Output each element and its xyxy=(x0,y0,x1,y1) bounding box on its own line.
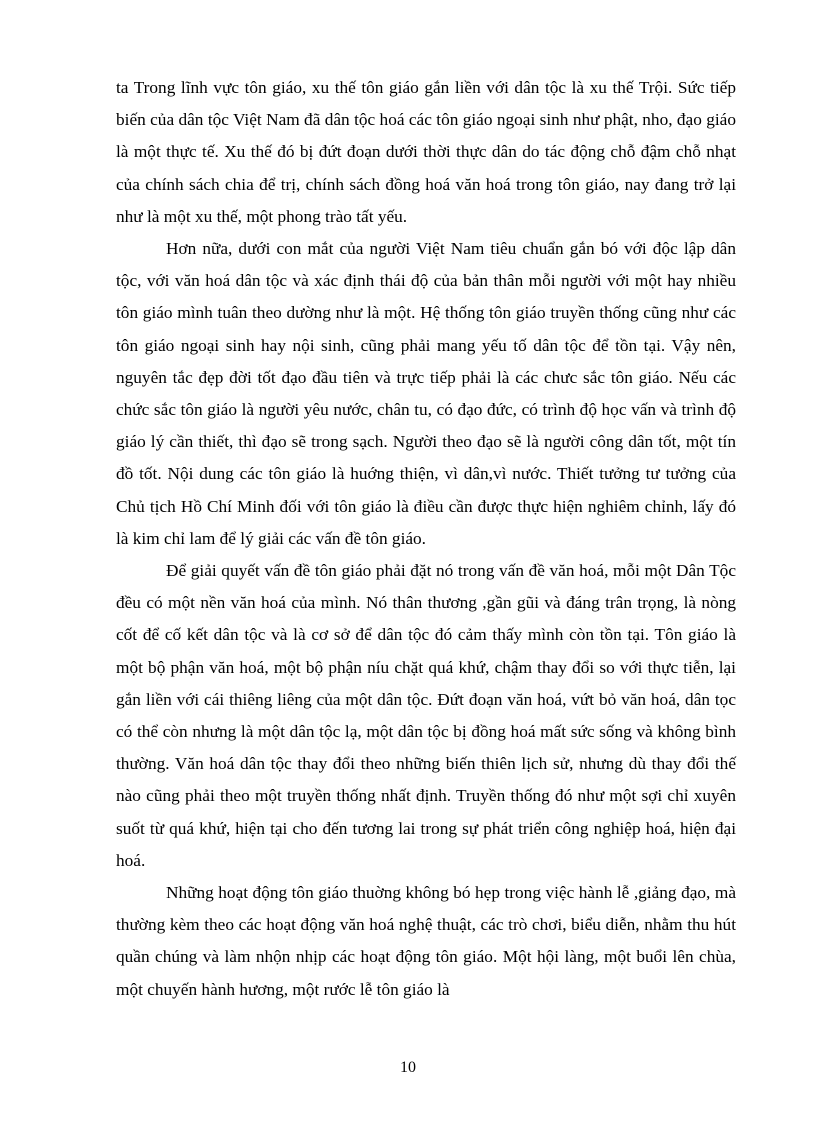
paragraph-3: Để giải quyết vấn đề tôn giáo phải đặt nó trong vấn đề văn hoá, mỗi một Dân Tộc đều có một nền văn hoá của mình. Nó thân thương ,gần gũi và đáng trân trọng, là nòng cốt để cố kết dân tộc và là cơ sở để dân tộc đó cảm thấy mình còn tồn tại. Tôn giáo là một bộ phận văn hoá, một bộ phận níu chặt quá khứ, chậm thay đổi so với thực tiễn, lại gắn liền với cái thiêng liêng của một dân tộc. Đứt đoạn văn hoá, vứt bỏ văn hoá, dân tọc có thể còn nhưng là một dân tộc lạ, một dân tộc bị đồng hoá mất sức sống và không bình thường. Văn hoá dân tộc thay đổi theo những biến thiên lịch sử, nhưng dù thay đổi thế nào cũng phải theo một truyền thống nhất định. Truyền thống đó như một sợi chỉ xuyên suốt từ quá khứ, hiện tại cho đến tương lai trong sự phát triển công nghiệp hoá, hiện đại hoá. xyxy=(116,561,736,870)
paragraph-2: Hơn nữa, dưới con mắt của người Việt Nam tiêu chuẩn gắn bó với độc lập dân tộc, với văn hoá dân tộc và xác định thái độ của bản thân mỗi người với một hay nhiều tôn giáo mình tuân theo dường như là một. Hệ thống tôn giáo truyền thống cũng như các tôn giáo ngoại sinh hay nội sinh, cũng phải mang yếu tố dân tộc để tồn tại. Vậy nên, nguyên tắc đẹp đời tốt đạo đầu tiên và trực tiếp phải là các chưc sắc tôn giáo. Nếu các chức sắc tôn giáo là người yêu nước, chân tu, có đạo đức, có trình độ học vấn và trình độ giáo lý cần thiết, thì đạo sẽ trong sạch. Người theo đạo sẽ là người công dân tốt, một tín đồ tốt. Nội dung các tôn giáo là huớng thiện, vì dân,vì nước. Thiết tưởng tư tưởng của Chủ tịch Hồ Chí Minh đối với tôn giáo là điều cần được thực hiện nghiêm chỉnh, lấy đó là kim chỉ lam để lý giải các vấn đề tôn giáo. xyxy=(116,239,736,548)
paragraph-4: Những hoạt động tôn giáo thuờng không bó hẹp trong việc hành lễ ,giảng đạo, mà thường kèm theo các hoạt động văn hoá nghệ thuật, các trò chơi, biểu diễn, nhằm thu hút quần chúng và làm nhộn nhịp các hoạt động tôn giáo. Một hội làng, một buổi lên chùa, một chuyến hành hương, một rước lễ tôn giáo là xyxy=(116,883,736,999)
paragraph-1: ta Trong lĩnh vực tôn giáo, xu thế tôn giáo gắn liền với dân tộc là xu thế Trội. Sức tiếp biến của dân tộc Việt Nam đã dân tộc hoá các tôn giáo ngoại sinh như phật, nho, đạo giáo là một thực tế. Xu thế đó bị đứt đoạn dưới thời thực dân do tác động chỗ đậm chỗ nhạt của chính sách chia để trị, chính sách đồng hoá văn hoá trong tôn giáo, nay đang trở lại như là một xu thế, một phong trào tất yếu. xyxy=(116,78,736,226)
page-number: 10 xyxy=(400,1059,416,1076)
page-body xyxy=(116,72,736,1006)
